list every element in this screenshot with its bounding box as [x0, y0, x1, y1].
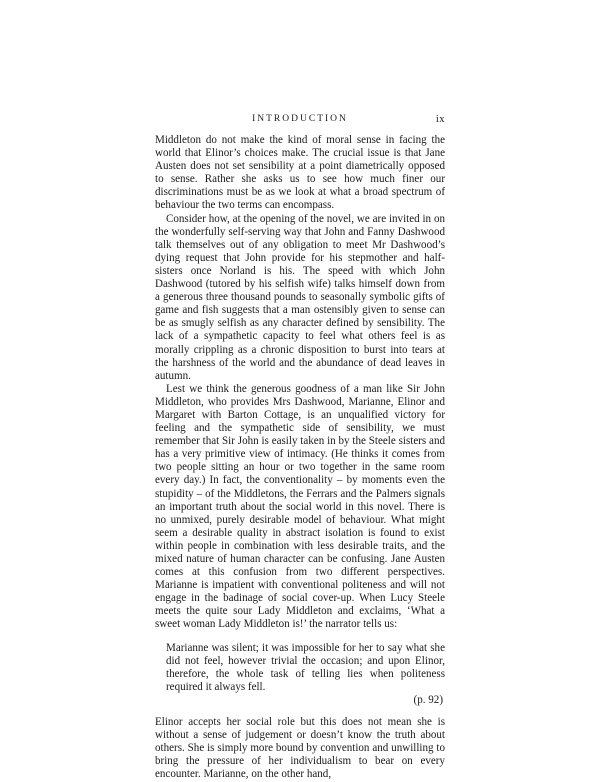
page-number: ix [435, 114, 445, 125]
paragraph-continuation: Middleton do not make the kind of moral sense in facing the world that Elinor’s choices make. The crucial issue is that Jane Austen does not set sensibility at a point diametrically opposed to sense. Rather she asks us to see how much finer our discriminations must be as we look at what a broad spectrum of behaviour the two terms can encompass. [155, 134, 445, 212]
paragraph: Elinor accepts her social role but this does not mean she is without a sense of judgement or doesn’t know the truth about others. She is simply more bound by convention and unwilling to bring the pressure of her individualism to bear on every encounter. Marianne, on the other hand, [155, 716, 445, 781]
quotation-citation: (p. 92) [413, 693, 443, 706]
paragraph: Consider how, at the opening of the novel, we are invited in on the wonderfully self-serving way that John and Fanny Dashwood talk themselves out of any obligation to meet Mr Dashwood’s dying request that John provide for his stepmother and half-sisters once Norland is his. The speed with which John Dashwood (tutored by his selfish wife) talks himself down from a generous three thousand pounds to seasonally symbolic gifts of game and fish suggests that a man ostensibly given to sense can be as smugly selfish as any character defined by sensibility. The lack of a sympathetic capacity to feel what others feel is as morally crippling as a chronic disposition to burst into tears at the harshness of the world and the abundance of dead leaves in autumn. [155, 212, 445, 382]
block-quotation [166, 642, 445, 707]
paragraph: Lest we think the generous goodness of a man like Sir John Middleton, who provides Mrs Dashwood, Marianne, Elinor and Margaret with Barton Cottage, is an unqualified victory for feeling and the sympathetic side of sensibility, we must remember that Sir John is easily taken in by the Steele sisters and has a very primitive view of intimacy. (He thinks it comes from two people sitting an hour or two together in the same room every day.) In fact, the conventionality – by moments even the stupidity – of the Middletons, the Ferrars and the Palmers signals an important truth about the social world in this novel. There is no unmixed, purely desirable model of behaviour. What might seem a desirable quality in abstract isolation is found to exist within people in combination with less desirable traits, and the mixed nature of human character can be confusing. Jane Austen comes at this confusion from two different perspectives. Marianne is impatient with conventional politeness and will not engage in the badinage of social cover-up. When Lucy Steele meets the quite sour Lady Middleton and exclaims, ‘What a sweet woman Lady Middleton is!’ the narrator tells us: [155, 382, 445, 631]
quotation-text [166, 642, 445, 707]
main-text [155, 134, 445, 782]
quotation-body: Marianne was silent; it was impossible for her to say what she did not feel, however trivial the occasion; and upon Elinor, therefore, the whole task of telling lies when politeness required it always fell. [166, 641, 445, 693]
running-head [155, 114, 445, 130]
running-title: INTRODUCTION [252, 114, 348, 124]
